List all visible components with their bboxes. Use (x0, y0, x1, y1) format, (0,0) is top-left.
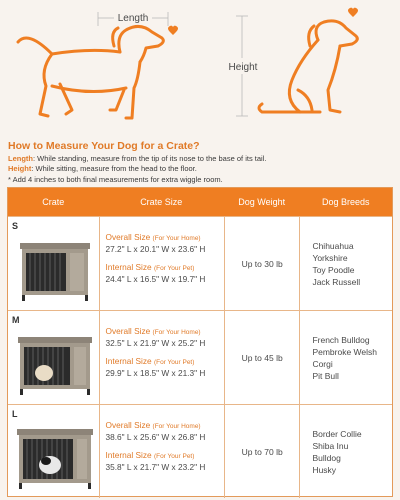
crate-image (16, 421, 94, 493)
breed-item: Yorkshire (312, 252, 348, 263)
height-term: Height (8, 164, 32, 174)
guide-title: How to Measure Your Dog for a Crate? (8, 140, 200, 152)
internal-size-note: (For Your Pet) (153, 453, 195, 460)
header-crate-size: Crate Size (140, 197, 183, 207)
size-letter: M (12, 315, 20, 325)
dog-breeds-cell (299, 217, 392, 310)
standing-dog-icon (18, 26, 163, 118)
dog-weight-cell: Up to 30 lb (224, 217, 300, 310)
crate-cell (8, 405, 99, 498)
breed-item: Border Collie (312, 428, 362, 439)
internal-size-value: 35.8" L x 21.7" W x 23.2" H (105, 462, 206, 472)
crate-cell (8, 311, 99, 404)
breed-item: Corgi (312, 358, 333, 369)
dog-weight-cell: Up to 70 lb (224, 405, 300, 498)
overall-size-note: (For Your Home) (152, 423, 201, 430)
breed-item: Pit Bull (312, 370, 339, 381)
breed-item: Husky (312, 464, 337, 475)
dog-breeds-cell (299, 405, 392, 498)
overall-size-label: Overall Size (105, 232, 151, 242)
heart-icon (168, 26, 178, 35)
internal-size-label: Internal Size (105, 450, 152, 460)
internal-size-value: 24.4" L x 16.5" W x 19.7" H (105, 274, 206, 284)
breed-item: Jack Russell (312, 276, 361, 287)
internal-size-note: (For Your Pet) (153, 359, 195, 366)
breed-item: Bulldog (312, 452, 341, 463)
header-dog-weight: Dog Weight (238, 197, 286, 207)
header-crate: Crate (42, 197, 65, 207)
internal-size-value: 29.9" L x 18.5" W x 21.3" H (105, 368, 206, 378)
breed-item: Pembroke Welsh (312, 346, 378, 357)
heart-icon (348, 8, 358, 17)
table-row (8, 310, 392, 404)
size-letter: S (12, 221, 19, 231)
dog-breeds-cell (299, 311, 392, 404)
guide-notes (8, 154, 398, 185)
size-table (7, 187, 393, 497)
overall-size-value: 38.6" L x 25.6" W x 26.8" H (105, 432, 206, 442)
crate-image (16, 327, 94, 399)
overall-size-label: Overall Size (105, 326, 151, 336)
height-label: Height (228, 62, 258, 73)
sitting-dog-icon (259, 21, 357, 112)
dog-measure-illustration (0, 0, 400, 135)
height-instructions: : While sitting, measure from the head to the floor. (31, 164, 197, 174)
overall-size-value: 32.5" L x 21.9" W x 25.2" H (105, 338, 206, 348)
crate-size-cell (99, 311, 224, 404)
overall-size-note: (For Your Home) (152, 329, 201, 336)
crate-size-cell (99, 405, 224, 498)
crate-cell (8, 217, 99, 310)
length-instructions: : While standing, measure from the tip of its nose to the base of its tail. (33, 154, 267, 163)
length-label: Length (117, 13, 149, 24)
dog-weight-cell: Up to 45 lb (224, 311, 300, 404)
guide-note: * Add 4 inches to both final measurements for extra wiggle room. (8, 174, 223, 184)
breed-item: Shiba Inu (312, 440, 349, 451)
internal-size-label: Internal Size (105, 356, 152, 366)
breed-item: Chihuahua (312, 240, 354, 251)
overall-size-note: (For Your Home) (152, 235, 201, 242)
length-term: Length (8, 154, 33, 163)
internal-size-label: Internal Size (105, 262, 152, 272)
overall-size-label: Overall Size (105, 420, 151, 430)
overall-size-value: 27.2" L x 20.1" W x 23.6" H (105, 244, 206, 254)
crate-size-cell (99, 217, 224, 310)
table-row (8, 216, 392, 310)
breed-item: Toy Poodle (312, 264, 355, 275)
internal-size-note: (For Your Pet) (153, 265, 195, 272)
table-row (8, 404, 392, 498)
breed-item: French Bulldog (312, 334, 370, 345)
table-header (8, 188, 392, 216)
header-dog-breeds: Dog Breeds (321, 197, 370, 207)
crate-image (16, 233, 94, 305)
size-letter: L (12, 409, 18, 419)
